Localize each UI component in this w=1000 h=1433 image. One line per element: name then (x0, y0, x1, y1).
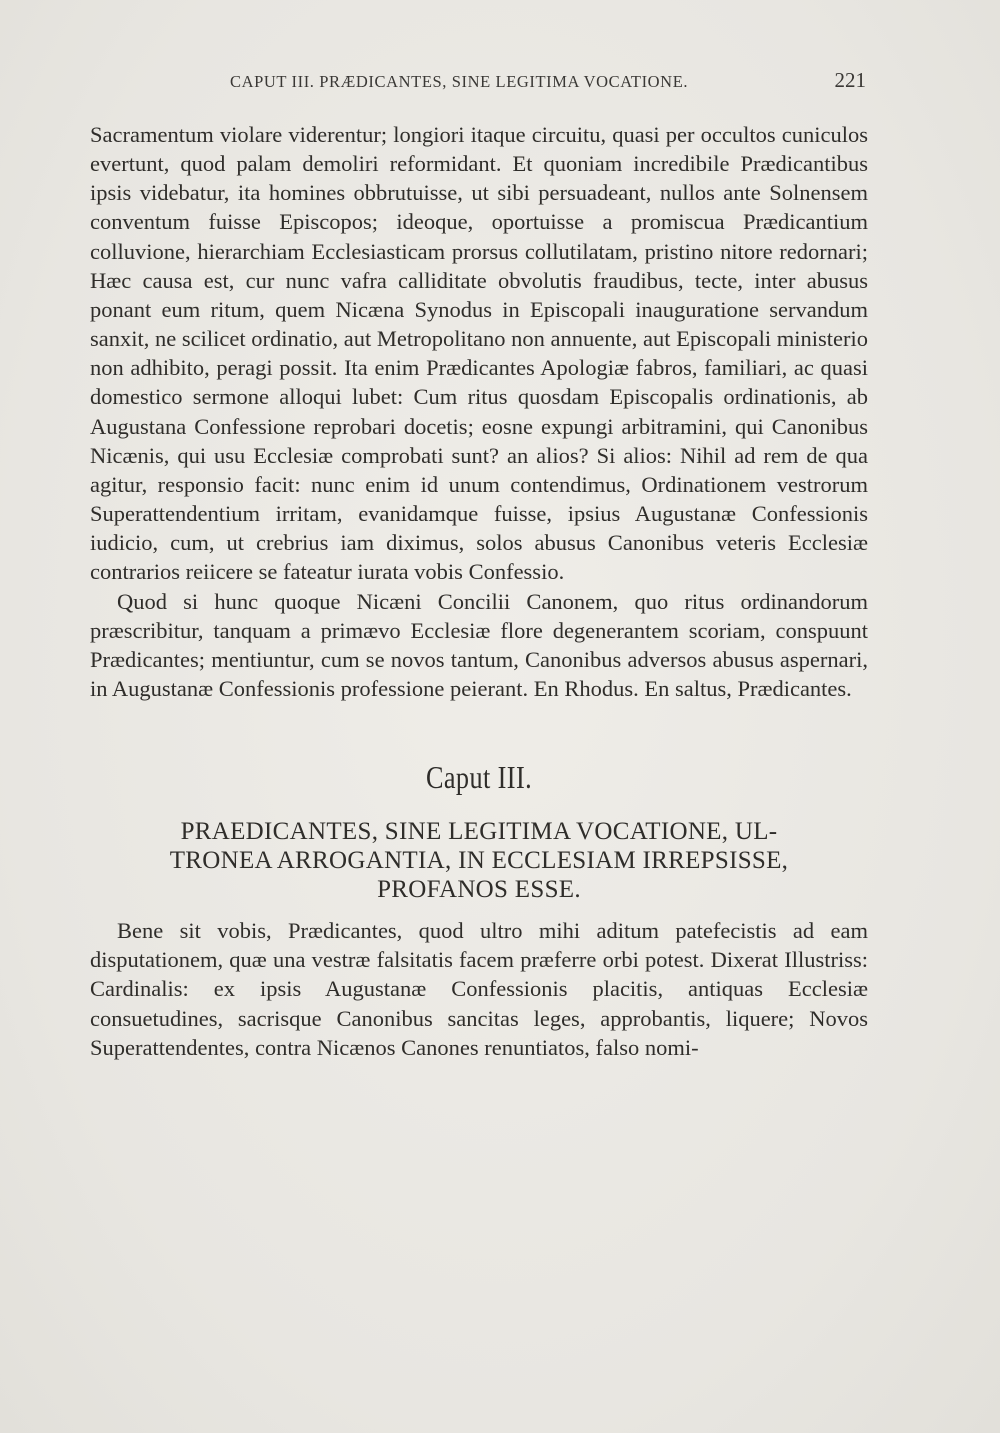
page-number: 221 (834, 68, 866, 92)
chapter-heading-line-1: PRAEDICANTES, SINE LEGITIMA VOCATIONE, UL- (180, 818, 778, 846)
chapter-heading (90, 817, 868, 904)
running-head (90, 68, 868, 98)
paragraph-2: Quod si hunc quoque Nicæni Concilii Canonem, quo ritus ordinandorum præscribitur, tanquam a primævo Ecclesiæ flore degenerantem scoriam, conspuunt Prædicantes; mentiuntur, cum se novos tantum, Canonibus adversos abusus aspernari, in Augustanæ Confessionis professione peierant. En Rhodus. En saltus, Prædicantes. (90, 588, 868, 701)
chapter-heading-line-2: TRONEA ARROGANTIA, IN ECCLESIAM IRREPSISSE, (169, 847, 789, 875)
paragraph-1: Sacramentum violare viderentur; longiori itaque circuitu, quasi per occultos cuniculos evertunt, quod palam demoliri reformidant. Et quoniam incredibile Prædicantibus ipsis videbatur, ita homines obbrutuisse, ut sibi persuadeant, nullos ante Solnensem conventum fuisse Episcopos; ideoque, oportuisse a promiscua Prædicantium colluvione, hierarchiam Ecclesiasticam prorsus collutilatam, pristino nitore redornari; Hæc causa est, cur nunc vafra calliditate obvolutis fraudibus, tecte, inter abusus ponant eum ritum, quem Nicæna Synodus in Episcopali inauguratione servandum sanxit, ne scilicet ordinatio, aut Metropolitano non annuente, aut Episcopali ministerio non adhibito, peragi possit. Ita enim Prædicantes Apologiæ fabros, familiari, ac quasi domestico sermone alloqui lubet: Cum ritus quosdam Episcopalis ordinationis, ab Augustana Confessione reprobari docetis; eosne expungi arbitramini, qui Canonibus Nicænis, qui usu Ecclesiæ comprobati sunt? an alios? Si alios: Nihil ad rem de qua agitur, responsio facit: nunc enim id unum contendimus, Ordinationem vestrorum Superattendentium irritam, evanidamque fuisse, ipsius Augustanæ Confessionis iudicio, cum, ut crebrius iam diximus, solos abusus Canonibus veteris Ecclesiæ contrarios reiicere se fateatur iurata vobis Confessio. (90, 122, 868, 585)
chapter-first-paragraph: Bene sit vobis, Prædicantes, quod ultro mihi aditum patefecistis ad eam disputationem, quæ una vestræ falsitatis facem præferre orbi potest. Dixerat Illustriss: Cardinalis: ex ipsis Augustanæ Confessionis placitis, antiquas Ecclesiæ consuetudines, sacrisque Canonibus sancitas leges, approbantis, liquere; Novos Superattendentes, contra Nicænos Canones renuntiatos, falso nomi- (90, 918, 868, 1060)
body-text (90, 120, 868, 1062)
chapter-heading-line-3: PROFANOS ESSE. (377, 876, 581, 904)
chapter-title: Caput III. (425, 759, 533, 796)
running-title: CAPUT III. PRÆDICANTES, SINE LEGITIMA VOCATIONE. (230, 72, 689, 91)
